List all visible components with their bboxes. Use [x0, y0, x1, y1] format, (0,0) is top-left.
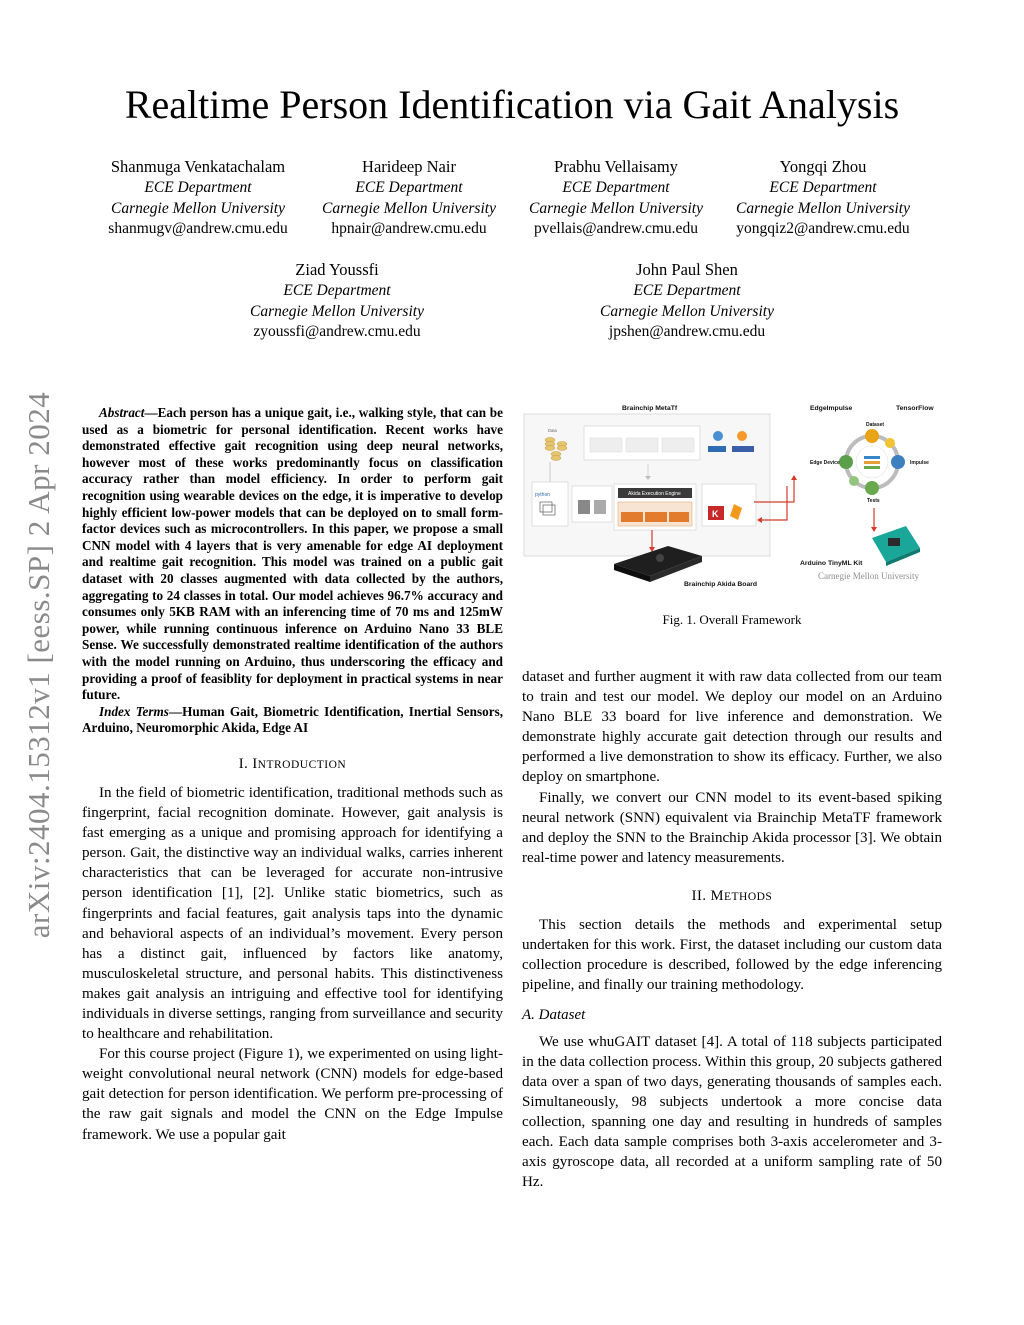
impulse-node	[891, 455, 905, 469]
author-univ: Carnegie Mellon University	[736, 199, 910, 217]
example-block	[590, 438, 622, 452]
paragraph: This section details the methods and experimental setup undertaken for this work. First, the dataset including our custom data collection procedure is described, followed by the edge inferencing pipeline, and finally our training methodology.	[522, 917, 942, 994]
data-label: Data	[548, 428, 557, 433]
dataset-label: Dataset	[866, 422, 885, 428]
section-title: NTRODUCTION	[257, 758, 347, 771]
library-logo	[708, 446, 726, 452]
python-label: python	[535, 492, 551, 498]
abstract-label: Abstract	[99, 405, 145, 420]
index-terms-label: Index Terms	[99, 703, 169, 719]
index-terms-text: —Human Gait, Biometric Identification, Inertial Sensors, Arduino, Neuromorphic Akida, Edge AI	[82, 703, 503, 736]
author-block	[222, 260, 452, 343]
abstract	[82, 405, 503, 737]
framework-diagram	[522, 398, 942, 594]
akida-board-label: Brainchip Akida Board	[684, 581, 758, 588]
author-email: pvellais@andrew.cmu.edu	[534, 220, 698, 238]
edge-impulse-label: EdgeImpulse	[810, 405, 853, 412]
subsection-heading: A. Dataset	[522, 1007, 586, 1024]
library-logo	[737, 431, 747, 441]
author-dept: ECE Department	[355, 178, 463, 196]
python-logo	[713, 431, 723, 441]
sim-block	[669, 512, 689, 522]
author-dept: ECE Department	[769, 178, 877, 196]
paper-title: Realtime Person Identification via Gait Analysis	[124, 82, 900, 127]
author-name: Harideep Nair	[362, 157, 456, 176]
engine-label: Akida Execution Engine	[628, 491, 681, 497]
author-univ: Carnegie Mellon University	[529, 199, 703, 217]
author-block	[294, 157, 524, 240]
python-panel	[532, 482, 568, 526]
author-email: jpshen@andrew.cmu.edu	[608, 323, 766, 341]
section-heading	[82, 754, 503, 775]
author-dept: ECE Department	[144, 178, 252, 196]
example-block	[626, 438, 658, 452]
abstract-text: —Each person has a unique gait, i.e., walking style, that can be used as a biometric for personal identification. Recent works have demonstrated effective gait recognition using deep neural networks, however most of these works predominantly focus on classification accuracy rather than model efficiency. In order to perform gait recognition using wearable devices on the edge, it is imperative to develop highly efficient low-power models that can be deployed on to small form-factor devices such as microcontrollers. In this paper, we propose a small CNN model with 4 layers that is very amenable for edge AI deployment and realtime gait recognition. This model was trained on a public gait dataset with 20 classes augmented with data collected by the authors, aggregating to 24 classes in total. Our model achieves 96.7% accuracy and consumes only 5KB RAM with an inferencing time of 70 ms and 125mW power, while running continuous inference on Arduino Nano 33 BLE Sense. We successfully demonstrated realtime identification of the authors with the model running on Arduino, thus underscoring the efficacy and providing a proof of feasiblity for deployment in practical systems in near future.	[82, 405, 503, 703]
author-univ: Carnegie Mellon University	[250, 302, 424, 320]
tests-node	[865, 481, 879, 495]
dataset-node	[865, 429, 879, 443]
arxiv-identifier-stamp	[14, 355, 64, 975]
author-name: Ziad Youssfi	[295, 260, 379, 279]
paragraph: Finally, we convert our CNN model to its event-based spiking neural network (SNN) equivalent via Brainchip MetaTF framework and deploy the SNN to the Brainchip Akida processor [3]. We obtain real-time power and latency measurements.	[522, 789, 942, 866]
arxiv-id-text: arXiv:2404.15312v1 [eess.SP] 2 Apr 2024	[21, 391, 56, 939]
impulse-label: Impulse	[910, 460, 929, 466]
author-block	[572, 260, 802, 343]
author-block	[501, 157, 731, 240]
metatf-label: Brainchip MetaTf	[622, 405, 678, 412]
keras-k: K	[712, 509, 719, 519]
model-icon	[578, 500, 590, 514]
author-dept: ECE Department	[283, 281, 391, 299]
right-column	[522, 667, 942, 1192]
library-logo	[732, 446, 754, 452]
author-email: zyoussfi@andrew.cmu.edu	[253, 323, 421, 341]
edge-device-node	[839, 455, 853, 469]
section-number: I. I	[238, 755, 258, 772]
model-icon	[594, 500, 606, 514]
author-email: hpnair@andrew.cmu.edu	[331, 220, 487, 238]
section-title: ETHODS	[723, 890, 773, 903]
author-name: John Paul Shen	[636, 260, 738, 279]
author-name: Yongqi Zhou	[779, 157, 867, 176]
paragraph: dataset and further augment it with raw data collected from our team to train and test our model. We deploy our model on an Arduino Nano BLE 33 board for live inference and demonstration. We demonstrate highly accurate gait detection through our results and performed a live demonstration to show its efficacy. Further, we also deploy on smartphone.	[522, 669, 942, 786]
paragraph: In the field of biometric identification, traditional methods such as fingerprint, facial recognition dominate. However, gait analysis is fast emerging as a unique and promising approach for identifying a person. Gait, the distinctive way an individual walks, carries inherent characteristics that can be leveraged for accurate non-intrusive person identification [1], [2]. Unlike static biometrics, such as fingerprints and facial features, gait analysis taps into the dynamic and behavioral aspects of an individual’s movement. Every person has a distinct gait, influenced by factors like anatomy, musculoskeletal structure, and personal habits. This distinctiveness makes gait analysis an intriguing and effective tool for identifying individuals in diverse settings, ranging from surveillance and security to healthcare and rehabilitation.	[82, 784, 503, 1043]
sim-block	[621, 512, 643, 522]
author-email: shanmugv@andrew.cmu.edu	[108, 220, 288, 238]
paragraph: For this course project (Figure 1), we experimented on using light-weight convolutional neural network (CNN) models for edge-based gait detection for person identification. We perform pre-processing of the raw gait signals and model the CNN on the Edge Impulse framework. We use a popular gait	[82, 1046, 503, 1143]
author-dept: ECE Department	[562, 178, 670, 196]
cmu-logo-text: Carnegie Mellon University	[818, 571, 919, 581]
arduino-board	[872, 526, 920, 566]
author-email: yongqiz2@andrew.cmu.edu	[736, 220, 910, 238]
author-block	[83, 157, 313, 240]
figure-overall-framework	[522, 398, 942, 594]
author-name: Shanmuga Venkatachalam	[110, 157, 286, 176]
arduino-kit-label: Arduino TinyML Kit	[800, 560, 863, 567]
sim-block	[645, 512, 667, 522]
tensorflow-label: TensorFlow	[896, 405, 934, 412]
example-block	[662, 438, 694, 452]
figure-caption: Fig. 1. Overall Framework	[662, 612, 802, 627]
paragraph: We use whuGAIT dataset [4]. A total of 118 subjects participated in the data collection process. Within this group, 20 subjects gathered data over a span of two days, generating thousands of samples each. Simultaneously, 98 subjects undertook a more concise data collection, spanning one day and resulting in hundreds of samples each. Each data sample comprises both 3-axis accelerometer and 3-axis gyroscope data, all recorded at a uniform sampling rate of 50 Hz.	[522, 1033, 942, 1191]
edge-device-label: Edge Device	[810, 460, 840, 466]
author-univ: Carnegie Mellon University	[322, 199, 496, 217]
section-number: II. M	[691, 887, 724, 904]
author-univ: Carnegie Mellon University	[600, 302, 774, 320]
left-column	[82, 405, 503, 1145]
tests-label: Tests	[867, 498, 880, 504]
author-name: Prabhu Vellaisamy	[554, 157, 678, 176]
author-dept: ECE Department	[633, 281, 741, 299]
author-block	[708, 157, 938, 240]
author-univ: Carnegie Mellon University	[111, 199, 285, 217]
section-heading	[522, 886, 942, 907]
